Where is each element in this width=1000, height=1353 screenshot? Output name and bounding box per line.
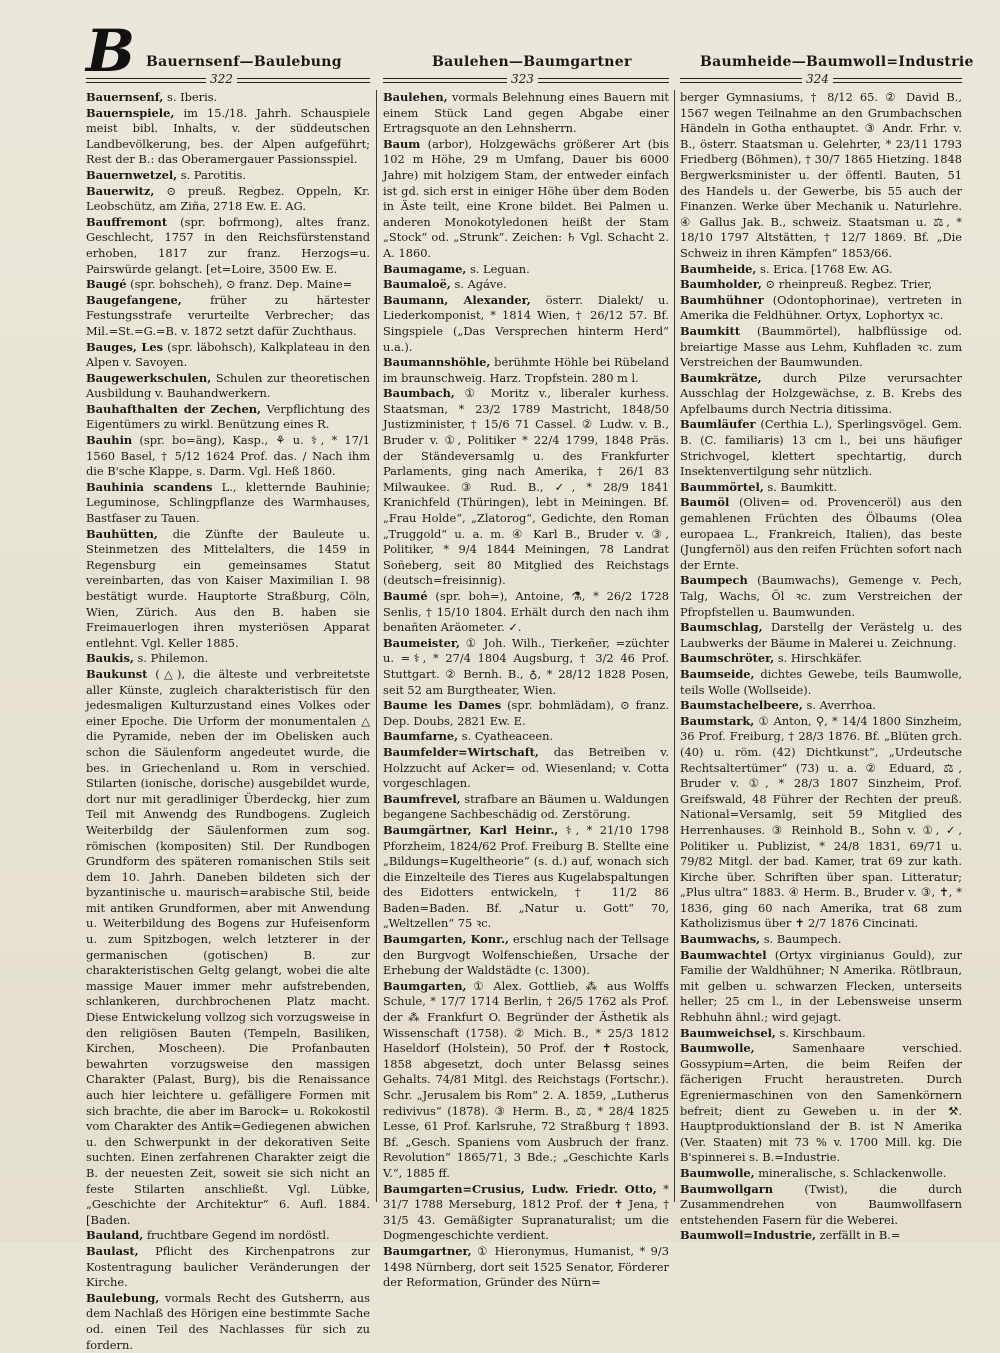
entry-headword: Bauhütten,: [86, 526, 158, 541]
entry-headword: Baumannshöhle,: [383, 355, 491, 370]
dictionary-entry: [383, 792, 669, 823]
entry-headword: Baumweichsel,: [680, 1025, 776, 1040]
entry-text: im 15./18. Jahrh. Schauspiele meist bibl. Inhalts, v. der süddeutschen Landbevölkerung, bes. der Alpen aufgeführt; Rest der B.: das Oberamergauer Passionsspiel.: [86, 105, 370, 167]
dictionary-entry: [680, 667, 962, 698]
column-2: [383, 90, 669, 1291]
dictionary-entry: [680, 948, 962, 1026]
entry-headword: Bauerwitz,: [86, 183, 155, 198]
dictionary-entry: [383, 1182, 669, 1244]
dictionary-entry: [383, 386, 669, 589]
entry-headword: Baumhühner: [680, 292, 764, 307]
entry-headword: Baumwoll=Industrie,: [680, 1228, 817, 1243]
page-number-1: 322: [206, 72, 237, 86]
entry-text: ⊙ preuß. Regbez. Oppeln, Kr. Leobschütz, am Ziña, 2718 Ew. E. AG.: [86, 183, 370, 214]
entry-headword: Baumgarten=Crusius, Ludw. Friedr. Otto,: [383, 1181, 657, 1196]
entry-text: (Twist), die durch Zusammendrehen von Baumwollfasern entstehenden Fasern für die Weberei.: [680, 1181, 962, 1227]
dictionary-entry: [86, 371, 370, 402]
entry-headword: Baumpech: [680, 573, 748, 588]
entry-text: (△), die älteste und verbreitetste aller Künste, zugleich charakteristisch für den jedesmaligen Kulturzustand eines Volkes oder einer Epoche. Die Urform der monumentalen △ die Pyramide, neben der im Obelisken auch schon die Säulenform angedeutet wurde, die bes. in Griechenland u. Rom in verschied. Stilarten (ionische, dorische) ausgebildet wurde, dort nur mit geradliniger Überdeckg, hier zum Teil mit Anwendg des Rundbogens. Zugleich Weiterbildg der Säulenformen zum sog. römischen (kompositen) Stil. Der Rundbogen Grundform des späteren romanischen Stils seit dem 10. Jahrh. Daneben bildeten sich der byzantinische u. maurisch=arabische Stil, beide mit antiken Grundformen, aber mit Anwendung u. Weiterbildung des Bogens zur Hufeisenform u. zum Spitzbogen, welch letzterer in der germanischen (gotischen) B. zur charakteristischen Geltg gelangt, wobei die alte massige Mauer immer mehr aufstrebenden, schlankeren, durchbrochenen Platz macht. Diese Entwickelung vollzog sich vorzugsweise in den religiösen Bauten (Tempeln, Basiliken, Kirchen, Moscheen). Die Profanbauten bewahrten vorzugsweise den massigen Charakter (Palast, Burg), bis die Renaissance auch hier leichtere u. gefälligere Formen mit sich brachte, die aber im Barock= u. Rokokostil vom Charakter des Antik=Gediegenen abwichen u. den Schwerpunkt in der dekorativen Seite suchten. Einen zerfahrenen Charakter zeigt die B. der neuesten Zeit, soweit sie sich nicht an feste Stilarten anschließt. Vgl. Lübke, „Geschichte der Architektur“ 6. Aufl. 1884. [Baden.: [86, 666, 370, 1227]
dictionary-entry: [383, 636, 669, 698]
entry-headword: Bauernwetzel,: [86, 167, 178, 182]
page-number-2: 323: [507, 72, 538, 86]
dictionary-entry: [383, 277, 669, 293]
dictionary-entry: [383, 729, 669, 745]
entry-text: ① Alex. Gottlieb, ⁂ aus Wolffs Schule, * 17/7 1714 Berlin, † 26/5 1762 als Prof. der ⁂ Frankfurt O. Begründer der Ästhetik als Wissenschaft (1758). ② Mich. B., * 25/3 1812 Haseldorf (Holstein), 50 Prof. der ✝ Rostock, 1858 abgesetzt, doch unter Belassg seines Gehalts. 74/81 Mitgl. des Reichstags (Fortschr.). Schr. „Jerusalem bis Rom“ 2. A. 1859, „Lutherus redivivus“ (1878). ③ Herm. B., ⚖, * 28/4 1825 Lesse, 61 Prof. Karlsruhe, 72 Straßburg † 1893. Bf. „Gesch. Spaniens vom Ausbruch der franz. Revolution“ 1865/71, 3 Bde.; „Geschichte Karls V.“, 1885 ff.: [383, 978, 669, 1180]
entry-text: Samenhaare verschied. Gossypium=Arten, die beim Reifen der fächerigen Frucht heraustreten. Durch Egreniermaschinen von den Samenkörnern befreit; dient zu Geweben u. in der ⚒. Hauptproduktionsland der B. ist N Amerika (Ver. Staaten) mit 73 % v. 1700 Mill. kg. Die B'spinnerei s. B.=Industrie.: [680, 1041, 962, 1165]
dictionary-entry: [86, 277, 370, 293]
column-divider: [376, 90, 377, 1202]
entry-text: österr. Dialekt/ u. Liederkomponist, * 1814 Wien, † 26/12 57. Bf. Singspiele („Das Versprechen hinterm Herd“ u.a.).: [383, 292, 669, 354]
dictionary-entry: [86, 667, 370, 1228]
entry-text: früher zu härtester Festungsstrafe verurteilte Verbrecher; das Mil.=St.=G.=B. v. 1872 setzt dafür Zuchthaus.: [86, 292, 370, 338]
entry-text: s. Averrhoa.: [802, 698, 877, 713]
entry-headword: Baumann, Alexander,: [383, 292, 531, 307]
entry-text: Verpflichtung des Eigentümers zu wirkl. Benützung eines R.: [86, 401, 370, 432]
entry-text: (Baummörtel), halbflüssige od. breiartige Masse aus Lehm, Kuhfladen ꝛc. zum Verstreichen der Baumwunden.: [680, 323, 962, 370]
entry-headword: Baumschröter,: [680, 651, 775, 666]
entry-headword: Baumschlag,: [680, 620, 763, 635]
dictionary-entry: [86, 1244, 370, 1291]
entry-text: mineralische, s. Schlackenwolle.: [754, 1165, 947, 1180]
dictionary-entry: [680, 371, 962, 418]
entry-headword: Bauges, Les: [86, 339, 164, 354]
dictionary-entry: [86, 215, 370, 277]
entry-headword: Baumheide,: [680, 261, 757, 276]
entry-text: zerfällt in B.=: [816, 1228, 901, 1243]
entry-headword: Baumwollgarn: [680, 1181, 774, 1196]
entry-headword: Baulast,: [86, 1243, 139, 1258]
entry-text: Schulen zur theoretischen Ausbildung v. Bauhandwerkern.: [86, 370, 370, 401]
entry-text: (Certhia L.), Sperlingsvögel. Gem. B. (C. familiaris) 13 cm l., bei uns häufiger Strichvogel, klettert spechtartig, durch Insektenvertilgung sehr nützlich.: [680, 417, 962, 479]
entry-headword: Baumbach,: [383, 386, 455, 401]
entry-text: durch Pilze verursachter Ausschlag der Holzgewächse, z. B. Krebs des Apfelbaums durch Nectria ditissima.: [680, 370, 962, 416]
dictionary-entry: [86, 1291, 370, 1353]
entry-text: erschlug nach der Tellsage den Burgvogt Wolfenschießen, Ursache der Erhebung der Waldstädte (c. 1300).: [383, 932, 669, 978]
dictionary-entry: [680, 417, 962, 479]
entry-headword: Baumkrätze,: [680, 370, 762, 385]
entry-text: s. Erica. [1768 Ew. AG.: [756, 261, 893, 276]
page-number-rule-2: [383, 72, 669, 86]
entry-text: s. Philemon.: [133, 651, 209, 666]
dictionary-entry: [86, 480, 370, 527]
entry-text: die Zünfte der Bauleute u. Steinmetzen des Mittelalters, die 1459 in Regensburg ein gemeinsames Statut vereinbarten, das von Kaiser Maximilian I. 98 bestätigt wurde. Hauptorte Straßburg, Cöln, Wien, Zürich. Aus den B. haben sie Freimauerlogen ihren mysteriösen Apparat entlehnt. Vgl. Keller 1885.: [86, 526, 370, 650]
dictionary-entry: [680, 932, 962, 948]
entry-headword: Baumfelder=Wirtschaft,: [383, 744, 539, 759]
entry-headword: Baukunst: [86, 666, 148, 681]
entry-text: (arbor), Holzgewächs größerer Art (bis 102 m Höhe, 29 m Umfang, Dauer bis 6000 Jahre) mit holzigem Stam, der entweder einfach ist gd. sich erst in einiger Höhe über dem Boden in Äste teilt, eine Krone bildet. Bei Palmen u. anderen Monokotyledonen heißt der Stam „Stock“ od. „Strunk“. Zeichen: ♄ Vgl. Schacht 2. A. 1860.: [383, 136, 669, 260]
dictionary-entry: [680, 90, 962, 262]
page-number-rule-3: [680, 72, 962, 86]
entry-text: (Oliven= od. Provenceröl) aus den gemahlenen Früchten des Ölbaums (Olea europaea L., Frankreich, Italien), das beste (Jungfernöl) aus den reifen Früchten sofort nach der Ernte.: [680, 495, 962, 572]
entry-headword: Baumwachtel: [680, 947, 767, 962]
column-3: [680, 90, 962, 1244]
entry-headword: Bauland,: [86, 1228, 144, 1243]
entry-headword: Baumagame,: [383, 261, 467, 276]
entry-headword: Bauernsenf,: [86, 90, 164, 104]
entry-text: (spr. boh=), Antoine, ⚗, * 26/2 1728 Senlis, † 15/10 1804. Erhält durch den nach ihm benañten Aräometer. ✓.: [383, 589, 669, 635]
entry-headword: Baumfrevel,: [383, 791, 461, 806]
entry-text: (spr. bohscheh), ⊙ franz. Dep. Maine=: [126, 277, 353, 292]
dictionary-entry: [680, 651, 962, 667]
entry-headword: Baumseide,: [680, 666, 755, 681]
entry-headword: Baugé: [86, 277, 127, 292]
entry-headword: Bauhinia scandens: [86, 479, 213, 494]
dictionary-entry: [383, 932, 669, 979]
entry-headword: Baumwachs,: [680, 932, 761, 947]
dictionary-entry: [86, 651, 370, 667]
entry-headword: Baumwolle,: [680, 1165, 755, 1180]
dictionary-entry: [86, 527, 370, 652]
page-number-3: 324: [802, 72, 833, 86]
dictionary-entry: [680, 324, 962, 371]
entry-headword: Baumgartner,: [383, 1243, 472, 1258]
entry-headword: Baumwolle,: [680, 1041, 755, 1056]
entry-text: das Betreiben v. Holzzucht auf Acker= od. Wiesenland; v. Cotta vorgeschlagen.: [383, 744, 669, 791]
entry-headword: Bauffremont: [86, 214, 168, 229]
column-divider: [674, 90, 675, 1202]
entry-text: (Baumwachs), Gemenge v. Pech, Talg, Wachs, Öl ꝛc. zum Verstreichen der Pfropfstellen u. Baumwunden.: [680, 573, 962, 619]
entry-headword: Baum: [383, 136, 421, 151]
entry-text: (Odontophorinae), vertreten in Amerika die Feldhühner. Ortyx, Lophortyx ꝛc.: [680, 292, 962, 323]
entry-text: Darstellg der Verästelg u. des Laubwerks der Bäume in Malerei u. Zeichnung.: [680, 620, 962, 650]
entry-text: (spr. läbohsch), Kalkplateau in den Alpen v. Savoyen.: [86, 339, 370, 370]
entry-headword: Baugewerkschulen,: [86, 370, 212, 385]
dictionary-entry: [383, 745, 669, 792]
entry-headword: Baumaloë,: [383, 277, 451, 292]
dictionary-entry: [680, 620, 962, 651]
dictionary-entry: [383, 1244, 669, 1291]
dictionary-entry: [680, 277, 962, 293]
dictionary-entry: [680, 573, 962, 620]
dictionary-entry: [383, 698, 669, 729]
dictionary-entry: [383, 823, 669, 932]
running-head-2: Baulehen—Baumgartner: [432, 54, 632, 70]
dictionary-entry: [383, 589, 669, 636]
dictionary-entry: [680, 480, 962, 496]
entry-headword: Baume les Dames: [383, 698, 502, 713]
entry-text: s. Hirschkäfer.: [774, 651, 862, 666]
entry-headword: Baumgarten,: [383, 978, 467, 993]
running-head-1: Bauernsenf—Baulebung: [146, 54, 342, 70]
entry-text: ⚕, * 21/10 1798 Pforzheim, 1824/62 Prof. Freiburg B. Stellte eine „Bildungs=Kugeltheorie“ (s. d.) auf, wonach sich die Einzelteile des Tieres aus Kugelabspaltungen des Eidotters entwickeln, † 11/2 86 Baden=Baden. Bf. „Natur u. Gott“ 70, „Weltzellen“ 75 ꝛc.: [383, 822, 669, 931]
entry-text: s. Baumkitt.: [763, 479, 838, 494]
dictionary-entry: [680, 293, 962, 324]
entry-text: (spr. bohmlädam), ⊙ franz. Dep. Doubs, 2821 Ew. E.: [383, 698, 669, 728]
entry-text: L., kletternde Bauhinie; Leguminose, Schlingpflanze des Warmhauses, Bastfaser zu Tauen.: [86, 479, 370, 526]
dictionary-entry: [680, 698, 962, 714]
entry-text: ① Hieronymus, Humanist, * 9/3 1498 Nürnberg, dort seit 1525 Senator, Förderer der Reformation, Gründer des Nürn=: [383, 1243, 669, 1290]
entry-headword: Baumöl: [680, 495, 730, 510]
entry-headword: Baugefangene,: [86, 292, 182, 307]
section-letter: B: [86, 17, 136, 85]
entry-headword: Baumholder,: [680, 277, 762, 292]
dictionary-entry: [86, 184, 370, 215]
dictionary-entry: [383, 137, 669, 262]
dictionary-entry: [383, 355, 669, 386]
dictionary-entry: [86, 106, 370, 168]
entry-headword: Baumgarten, Konr.,: [383, 932, 510, 947]
entry-text: berühmte Höhle bei Rübeland im braunschweig. Harz. Tropfstein. 280 m l.: [383, 355, 669, 385]
dictionary-entry: [383, 293, 669, 355]
entry-headword: Bauhin: [86, 433, 133, 448]
entry-text: s. Agáve.: [450, 277, 507, 292]
entry-headword: Baumläufer: [680, 417, 756, 432]
entry-headword: Baulehen,: [383, 90, 448, 104]
entry-text: * 31/7 1788 Merseburg, 1812 Prof. der ✝ Jena, † 31/5 43. Gemäßigter Supranaturalist; um die Dogmengeschichte verdient.: [383, 1181, 669, 1243]
page-number-rule-1: [86, 72, 370, 86]
running-head-3: Baumheide—Baumwoll=Industrie: [700, 54, 974, 70]
dictionary-entry: [86, 90, 370, 106]
entry-text: vormals Belehnung eines Bauern mit einem Stück Land gegen Abgabe einer Ertragsquote an den Lehnsherrn.: [383, 90, 669, 136]
entry-headword: Baumfarne,: [383, 729, 459, 744]
dictionary-entry: [86, 168, 370, 184]
entry-headword: Baukis,: [86, 651, 134, 666]
dictionary-entry: [383, 262, 669, 278]
entry-text: ① Joh. Wilh., Tierkeñer, =züchter u. =⚕, * 27/4 1804 Augsburg, † 3/2 46 Prof. Stuttgart. ② Bernh. B., ♁, * 28/12 1828 Posen, seit 52 am Burgtheater, Wien.: [383, 635, 669, 697]
entry-headword: Baumstark,: [680, 713, 755, 728]
dictionary-entry: [680, 1166, 962, 1182]
entry-headword: Baulebung,: [86, 1290, 160, 1305]
dictionary-entry: [86, 433, 370, 480]
entry-text: (Ortyx virginianus Gould), zur Familie der Waldhühner; N Amerika. Rötlbraun, mit gelben u. schwarzen Flecken, unterseits heller; 25 cm l., in der Lebensweise unserm Rebhuhn ähnl.; wird gejagt.: [680, 947, 962, 1025]
entry-text: (spr. bofrmong), altes franz. Geschlecht, 1757 in den Reichsfürstenstand erhoben, 1817 zur franz. Herzogs=u. Pairswürde gelangt. [et=Loire, 3500 Ew. E.: [86, 214, 370, 276]
entry-headword: Baumé: [383, 589, 428, 603]
entry-headword: Baumeister,: [383, 635, 460, 650]
entry-text: s. Iberis.: [163, 90, 218, 104]
entry-headword: Bauhafthalten der Zechen,: [86, 401, 262, 416]
dictionary-entry: [680, 1182, 962, 1229]
column-1: [86, 90, 370, 1353]
entry-headword: Baumgärtner, Karl Heinr.,: [383, 822, 559, 837]
entry-text: ⊙ rheinpreuß. Regbez. Trier,: [761, 277, 932, 292]
entry-headword: Bauernspiele,: [86, 105, 175, 120]
dictionary-entry: [86, 340, 370, 371]
entry-headword: Baummörtel,: [680, 479, 764, 494]
entry-text: (spr. bo=äng), Kasp., ⚘ u. ⚕, * 17/1 1560 Basel, † 5/12 1624 Prof. das. / Nach ihm die B'sche Klappe, s. Darm. Vgl. Heß 1860.: [86, 433, 370, 479]
entry-text: s. Parotitis.: [177, 167, 247, 182]
entry-text: vormals Recht des Gutsherrn, aus dem Nachlaß des Hörigen eine bestimmte Sache od. einen Teil des Nachlasses für sich zu fordern.: [86, 1290, 370, 1352]
entry-headword: Baumstachelbeere,: [680, 698, 803, 713]
dictionary-entry: [680, 495, 962, 573]
entry-text: ① Moritz v., liberaler kurhess. Staatsman, * 23/2 1789 Mastricht, 1848/50 Justizminister, † 15/6 71 Cassel. ② Ludw. v. B., Bruder v. ①, Politiker * 22/4 1799, 1848 Präs. der Ständeversamlg u. des Frankfurter Parlaments, ging nach Amerika, † 26/1 83 Milwaukee. ③ Rud. B., ✓, * 28/9 1841 Kranichfeld (Thüringen), lebt in Meiningen. Bf. „Frau Holde“, „Zlatorog“, Gedichte, den Roman „Truggold“ u. a. m. ④ Karl B., Bruder v. ③, Politiker, * 9/4 1844 Meiningen, 78 Landrat Soñeberg, seit 80 Mitglied des Reichstags (deutsch=freisinnig).: [383, 386, 669, 588]
entry-text: dichtes Gewebe, teils Baumwolle, teils Wolle (Wollseide).: [680, 666, 962, 697]
entry-text: Pflicht des Kirchenpatrons zur Kostentragung baulicher Veränderungen der Kirche.: [86, 1243, 370, 1290]
entry-text: s. Leguan.: [466, 261, 530, 276]
entry-text: s. Cyatheaceen.: [458, 729, 554, 744]
dictionary-entry: [680, 1026, 962, 1042]
entry-text: strafbare an Bäumen u. Waldungen begangene Sachbeschädig od. Zerstörung.: [383, 791, 669, 822]
entry-text: s. Kirschbaum.: [775, 1025, 866, 1040]
entry-headword: Baumkitt: [680, 323, 741, 338]
dictionary-entry: [680, 1041, 962, 1166]
entry-text: s. Baumpech.: [760, 932, 842, 947]
entry-text: berger Gymnasiums, † 8/12 65. ② David B., 1567 wegen Teilnahme an den Grumbachschen Händeln in Gotha enthauptet. ③ Andr. Frhr. v. B., österr. Staatsman u. Gelehrter, * 23/11 1793 Friedberg (Böhmen), † 30/7 1865 Hietzing. 1848 Bergwerksminister u. der öffentl. Bauten, 51 des Handels u. der Gewerbe, bis 55 auch der Finanzen. Werke über Mechanik u. Naturlehre. ④ Gallus Jak. B., schweiz. Staatsman u. ⚖, * 18/10 1797 Altstätten, † 12/7 1869. Bf. „Die Schweiz in ihren Kämpfen“ 1853/66.: [680, 90, 962, 260]
dictionary-entry: [383, 90, 669, 137]
dictionary-entry: [86, 293, 370, 340]
dictionary-entry: [680, 714, 962, 932]
dictionary-entry: [86, 402, 370, 433]
entry-text: fruchtbare Gegend im nordöstl.: [143, 1228, 330, 1243]
entry-text: ① Anton, ⚲, * 14/4 1800 Sinzheim, 36 Prof. Freiburg, † 28/3 1876. Bf. „Blüten grch. (40) u. röm. (42) Dichtkunst“, „Urdeutsche Rechtsaltertümer“ (73) u. a. ② Eduard, ⚖, Bruder v. ①, * 28/3 1807 Sinzheim, Prof. Greifswald, 48 Führer der Rechten der preuß. National=Versamlg, seit 59 Mitglied des Herrenhauses. ③ Reinhold B., Sohn v. ①, ✓, Politiker u. Publizist, * 24/8 1831, 69/71 u. 79/82 Mitgl. der bad. Kamer, trat 69 zur kath. Kirche über. Schriften über span. Litteratur; „Plus ultra“ 1883. ④ Herm. B., Bruder v. ③, ✝, * 1836, ging 60 nach Amerika, trat 68 zum Katholizismus über ✝ 2/7 1876 Cincinati.: [680, 713, 962, 931]
dictionary-entry: [680, 262, 962, 278]
dictionary-entry: [383, 979, 669, 1182]
